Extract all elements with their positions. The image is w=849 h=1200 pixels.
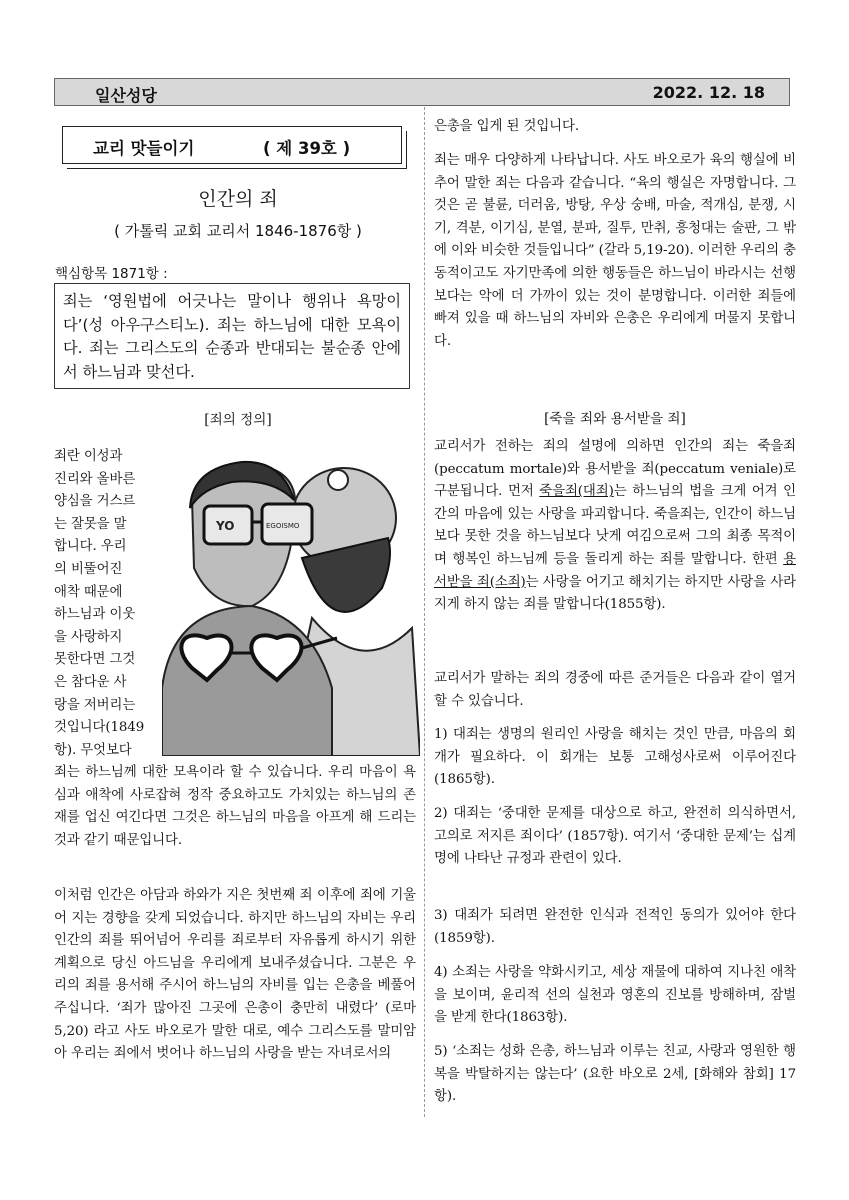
series-number: ( 제 39호 ) (263, 139, 351, 158)
criteria-item: 4) 소죄는 사랑을 약화시키고, 세상 재물에 대하여 지나친 애착을 보이며, 윤리적 선의 실천과 영혼의 진보를 방해하며, 잠벌을 받게 한다(1863항). (434, 965, 796, 1026)
text-span: 는 하느님의 법을 크게 어겨 인간의 마음에 있는 사랑을 파괴합니다. 죽을죄는, 인간이 하느님보다 못한 것을 하느님보다 낫게 여김으로써 그의 최종 목적이며 행복인 하느님께 등을 돌리게 하는 죄를 말합니다. 한편 (434, 484, 796, 567)
series-title-box (62, 126, 402, 164)
criteria-item: 3) 대죄가 되려면 완전한 인식과 전적인 동의가 있어야 한다(1859항). (434, 908, 796, 946)
wrap-line: 죄란 이성과 (54, 449, 123, 464)
series-name: 교리 맛들이기 (93, 139, 195, 158)
core-box (54, 283, 410, 389)
core-label: 핵심항목 1871항 : (55, 266, 168, 282)
wrap-line: 랑을 저버리는 (54, 697, 136, 713)
wrap-line: 양심을 거스르 (54, 494, 136, 510)
section-heading-definition: [죄의 정의] (204, 412, 272, 428)
parish-name: 일산성당 (95, 86, 157, 105)
core-text: 죄는 ‘영원법에 어긋나는 말이나 행위나 욕망이다’(성 아우구스티노). 죄는 하느님에 대한 모욕이다. 죄는 그리스도의 순종과 반대되는 불순종 안에서 하느님과 맞선다. (63, 292, 401, 381)
left-paragraph-2: 이처럼 인간은 아담과 하와가 지은 첫번째 죄 이후에 죄에 기울어 지는 경향을 갖게 되었습니다. 하지만 하느님의 자비는 우리 인간의 죄를 뛰어넘어 우리를 죄로부터 자유롭게 하시기 위한 계획으로 당신 아드님을 우리에게 보내주셨습니다. 그분은 우리의 죄를 용서해 주시어 하느님의 자비를 입는 은총을 베풀어 주십니다. ‘죄가 많아진 그곳에 은총이 충만히 내렸다’ (로마 5,20) 라고 사도 바오로가 말한 대로, 예수 그리스도를 말미암아 우리는 죄에서 벗어나 하느님의 사랑을 받는 자녀로서의 (54, 888, 416, 1062)
column-divider (424, 107, 426, 1117)
wrap-text (54, 446, 162, 762)
cartoon-illustration (162, 438, 420, 756)
right-paragraph-0: 은총을 입게 된 것입니다. (434, 119, 579, 134)
criteria-item: 5) ‘소죄는 성화 은총, 하느님과 이루는 친교, 사랑과 영원한 행복을 박탈하지는 않는다’ (요한 바오로 2세, [화해와 참회] 17항). (434, 1044, 796, 1105)
section-heading-mortal-venial: [죽을 죄와 용서받을 죄] (544, 411, 686, 427)
wrap-line: 애착 때문에 (54, 584, 123, 600)
right-paragraph-3: 교리서가 말하는 죄의 경중에 따른 준거들은 다음과 같이 열거할 수 있습니다. (434, 671, 796, 709)
wrap-line: 것입니다(1849 (54, 720, 145, 736)
article-title: 인간의 죄 (198, 188, 278, 210)
wrap-line: 항). 무엇보다 (54, 742, 132, 758)
glasses-label: EGOISMO (266, 522, 300, 530)
text-span: 는 사랑을 어기고 해치기는 하지만 사랑을 사라지게 하지 않는 죄를 말합니다(1855항). (434, 574, 796, 613)
wrap-line: 하느님과 이웃 (54, 607, 136, 623)
wrap-line: 은 참다운 사 (54, 674, 127, 690)
right-paragraph-2 (434, 436, 796, 617)
page-header (54, 78, 790, 106)
text-span: 교리서가 전하는 죄의 설명에 의하면 인간의 죄는 죽을죄(peccatum mortale)와 용서받을 죄(peccatum veniale)로 구분됩니다. 먼저 (434, 439, 796, 500)
wrap-line: 는 잘못을 말 (54, 516, 127, 532)
left-paragraph-1: 죄는 하느님께 대한 모욕이라 할 수 있습니다. 우리 마음이 욕심과 애착에 사로잡혀 정작 중요하고도 가치있는 하느님의 존재를 업신 여긴다면 그것은 하느님의 마음을 아프게 해 드리는 것과 같기 때문입니다. (54, 765, 416, 848)
wrap-line: 진리와 올바른 (54, 471, 136, 487)
criteria-item: 1) 대죄는 생명의 원리인 사랑을 해치는 것인 만큼, 마음의 회개가 필요하다. 이 회개는 보통 고해성사로써 이루어진다(1865항). (434, 727, 796, 788)
article-subtitle: ( 가톨릭 교회 교리서 1846-1876항 ) (114, 222, 362, 240)
glasses-label: YO (216, 519, 235, 533)
wrap-line: 의 비뚤어진 (54, 561, 123, 577)
wrap-line: 을 사랑하지 (54, 629, 123, 645)
issue-date: 2022. 12. 18 (652, 83, 765, 102)
right-paragraph-1: 죄는 매우 다양하게 나타납니다. 사도 바오로가 육의 행실에 비추어 말한 죄는 다음과 같습니다. “육의 행실은 자명합니다. 그것은 곧 불륜, 더러움, 방탕, 우상 숭배, 마술, 적개심, 분쟁, 시기, 격분, 이기심, 분열, 분파, 질투, 만취, 흥청대는 술판, 그 밖에 이와 비슷한 것들입니다” (갈라 5,19-20). 이러한 우리의 충동적이고도 자기만족에 의한 행동들은 하느님이 바라시는 선행 보다는 악에 더 가까이 있는 것이 분명합니다. 이러한 죄들에 빠져 있을 때 하느님의 자비와 은총은 우리에게 머물지 못합니다. (434, 153, 796, 349)
criteria-item: 2) 대죄는 ‘중대한 문제를 대상으로 하고, 완전히 의식하면서, 고의로 저지른 죄이다’ (1857항). 여기서 ‘중대한 문제’는 십계명에 나타난 규정과 관련이 있다. (434, 806, 796, 867)
wrap-line: 못한다면 그것 (54, 652, 136, 668)
wrap-line: 합니다. 우리 (54, 539, 127, 555)
venial-sin-term: 용서받을 죄(소죄) (434, 551, 796, 590)
mortal-sin-term: 죽을죄(대죄) (539, 484, 614, 500)
